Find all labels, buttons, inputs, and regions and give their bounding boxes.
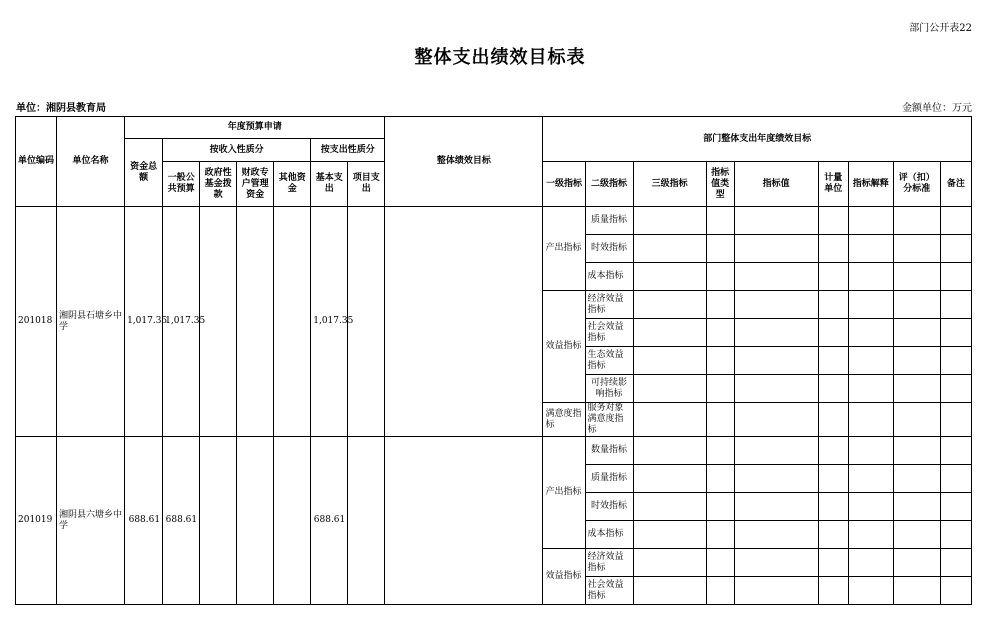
level3-cell	[633, 521, 706, 549]
level1-cell: 产出指标	[543, 207, 585, 291]
overall-target-cell	[385, 207, 543, 437]
score-std-cell	[893, 263, 940, 291]
measure-unit-cell	[818, 235, 848, 263]
level2-cell: 质量指标	[585, 207, 633, 235]
score-std-cell	[893, 521, 940, 549]
total-cell: 688.61	[125, 437, 163, 605]
level2-cell: 经济效益指标	[585, 291, 633, 319]
explain-cell	[848, 235, 893, 263]
other-fund-cell	[274, 437, 311, 605]
remark-cell	[940, 437, 971, 465]
value-type-cell	[706, 347, 734, 375]
level3-cell	[633, 207, 706, 235]
value-cell	[734, 375, 818, 403]
value-cell	[734, 465, 818, 493]
header-overall-target: 整体绩效目标	[385, 117, 543, 207]
level3-cell	[633, 347, 706, 375]
level2-cell: 时效指标	[585, 493, 633, 521]
level2-cell: 生态效益指标	[585, 347, 633, 375]
score-std-cell	[893, 347, 940, 375]
basic-expense-cell: 1,017.35	[311, 207, 348, 437]
explain-cell	[848, 577, 893, 605]
value-cell	[734, 549, 818, 577]
score-std-cell	[893, 577, 940, 605]
remark-cell	[940, 521, 971, 549]
explain-cell	[848, 437, 893, 465]
remark-cell	[940, 235, 971, 263]
money-unit-label: 金额单位：万元	[902, 103, 972, 114]
explain-cell	[848, 403, 893, 437]
score-std-cell	[893, 437, 940, 465]
header-gov-fund: 政府性基金拨款	[200, 162, 237, 207]
unit-code-cell: 201019	[16, 437, 57, 605]
level3-cell	[633, 465, 706, 493]
explain-cell	[848, 521, 893, 549]
general-budget-cell: 688.61	[163, 437, 200, 605]
level3-cell	[633, 403, 706, 437]
gov-fund-cell	[200, 207, 237, 437]
value-cell	[734, 207, 818, 235]
level1-cell: 效益指标	[543, 291, 585, 403]
score-std-cell	[893, 235, 940, 263]
header-total: 资金总额	[125, 139, 163, 207]
explain-cell	[848, 319, 893, 347]
other-fund-cell	[274, 207, 311, 437]
level1-cell: 产出指标	[543, 437, 585, 549]
special-fund-cell	[237, 437, 274, 605]
value-cell	[734, 577, 818, 605]
general-budget-cell: 1,017.35	[163, 207, 200, 437]
remark-cell	[940, 549, 971, 577]
measure-unit-cell	[818, 577, 848, 605]
level2-cell: 可持续影响指标	[585, 375, 633, 403]
explain-cell	[848, 347, 893, 375]
score-std-cell	[893, 403, 940, 437]
unit-code-cell: 201018	[16, 207, 57, 437]
header-code: 单位编码	[16, 117, 57, 207]
project-expense-cell	[348, 207, 385, 437]
explain-cell	[848, 493, 893, 521]
level1-cell: 效益指标	[543, 549, 585, 605]
value-cell	[734, 437, 818, 465]
remark-cell	[940, 263, 971, 291]
value-type-cell	[706, 577, 734, 605]
value-type-cell	[706, 319, 734, 347]
score-std-cell	[893, 549, 940, 577]
value-type-cell	[706, 465, 734, 493]
level2-cell: 服务对象满意度指标	[585, 403, 633, 437]
level3-cell	[633, 291, 706, 319]
level2-cell: 成本指标	[585, 521, 633, 549]
level3-cell	[633, 319, 706, 347]
table-row	[16, 207, 972, 235]
value-cell	[734, 521, 818, 549]
table-row	[16, 437, 972, 465]
header-row-1	[16, 117, 972, 139]
explain-cell	[848, 291, 893, 319]
level2-cell: 成本指标	[585, 263, 633, 291]
remark-cell	[940, 375, 971, 403]
header-level1: 一级指标	[543, 162, 585, 207]
measure-unit-cell	[818, 521, 848, 549]
measure-unit-cell	[818, 347, 848, 375]
remark-cell	[940, 319, 971, 347]
unit-label: 单位：湘阴县教育局	[16, 103, 106, 114]
level2-cell: 时效指标	[585, 235, 633, 263]
header-general: 一般公共预算	[163, 162, 200, 207]
value-type-cell	[706, 291, 734, 319]
score-std-cell	[893, 375, 940, 403]
total-cell: 1,017.35	[125, 207, 163, 437]
value-cell	[734, 263, 818, 291]
measure-unit-cell	[818, 319, 848, 347]
value-type-cell	[706, 403, 734, 437]
level2-cell: 数量指标	[585, 437, 633, 465]
explain-cell	[848, 207, 893, 235]
remark-cell	[940, 291, 971, 319]
value-type-cell	[706, 521, 734, 549]
score-std-cell	[893, 493, 940, 521]
header-basic: 基本支出	[311, 162, 348, 207]
measure-unit-cell	[818, 291, 848, 319]
value-cell	[734, 235, 818, 263]
value-type-cell	[706, 263, 734, 291]
level3-cell	[633, 577, 706, 605]
measure-unit-cell	[818, 207, 848, 235]
table-body	[16, 117, 972, 605]
header-level2: 二级指标	[585, 162, 633, 207]
value-cell	[734, 403, 818, 437]
header-dept-target: 部门整体支出年度绩效目标	[543, 117, 972, 162]
remark-cell	[940, 493, 971, 521]
overall-target-cell	[385, 437, 543, 605]
measure-unit-cell	[818, 465, 848, 493]
score-std-cell	[893, 319, 940, 347]
level2-cell: 社会效益指标	[585, 319, 633, 347]
level3-cell	[633, 493, 706, 521]
table-number: 部门公开表22	[909, 23, 972, 34]
header-by-expense: 按支出性质分	[311, 139, 385, 162]
value-type-cell	[706, 437, 734, 465]
unit-name-cell: 湘阴县石塘乡中学	[57, 207, 125, 437]
value-type-cell	[706, 235, 734, 263]
remark-cell	[940, 347, 971, 375]
level2-cell: 经济效益指标	[585, 549, 633, 577]
header-score-std: 评（扣）分标准	[893, 162, 940, 207]
measure-unit-cell	[818, 493, 848, 521]
header-measure-unit: 计量单位	[818, 162, 848, 207]
header-remark: 备注	[940, 162, 971, 207]
level3-cell	[633, 549, 706, 577]
explain-cell	[848, 375, 893, 403]
header-special: 财政专户管理资金	[237, 162, 274, 207]
measure-unit-cell	[818, 375, 848, 403]
value-type-cell	[706, 493, 734, 521]
score-std-cell	[893, 291, 940, 319]
basic-expense-cell: 688.61	[311, 437, 348, 605]
remark-cell	[940, 465, 971, 493]
value-cell	[734, 493, 818, 521]
header-name: 单位名称	[57, 117, 125, 207]
special-fund-cell	[237, 207, 274, 437]
value-cell	[734, 347, 818, 375]
score-std-cell	[893, 207, 940, 235]
explain-cell	[848, 263, 893, 291]
header-by-income: 按收入性质分	[163, 139, 311, 162]
level3-cell	[633, 375, 706, 403]
header-value: 指标值	[734, 162, 818, 207]
value-cell	[734, 319, 818, 347]
header-annual-budget: 年度预算申请	[125, 117, 385, 139]
level3-cell	[633, 437, 706, 465]
remark-cell	[940, 403, 971, 437]
level2-cell: 社会效益指标	[585, 577, 633, 605]
measure-unit-cell	[818, 263, 848, 291]
score-std-cell	[893, 465, 940, 493]
value-type-cell	[706, 549, 734, 577]
value-type-cell	[706, 207, 734, 235]
header-other: 其他资金	[274, 162, 311, 207]
header-project: 项目支出	[348, 162, 385, 207]
header-level3: 三级指标	[633, 162, 706, 207]
header-explain: 指标解释	[848, 162, 893, 207]
remark-cell	[940, 207, 971, 235]
measure-unit-cell	[818, 549, 848, 577]
remark-cell	[940, 577, 971, 605]
explain-cell	[848, 465, 893, 493]
value-cell	[734, 291, 818, 319]
unit-name-cell: 湘阴县六塘乡中学	[57, 437, 125, 605]
level3-cell	[633, 235, 706, 263]
header-value-type: 指标值类型	[706, 162, 734, 207]
value-type-cell	[706, 375, 734, 403]
project-expense-cell	[348, 437, 385, 605]
level1-cell: 满意度指标	[543, 403, 585, 437]
explain-cell	[848, 549, 893, 577]
measure-unit-cell	[818, 403, 848, 437]
gov-fund-cell	[200, 437, 237, 605]
level2-cell: 质量指标	[585, 465, 633, 493]
level3-cell	[633, 263, 706, 291]
measure-unit-cell	[818, 437, 848, 465]
performance-table	[15, 116, 972, 605]
page-title: 整体支出绩效目标表	[414, 47, 586, 68]
